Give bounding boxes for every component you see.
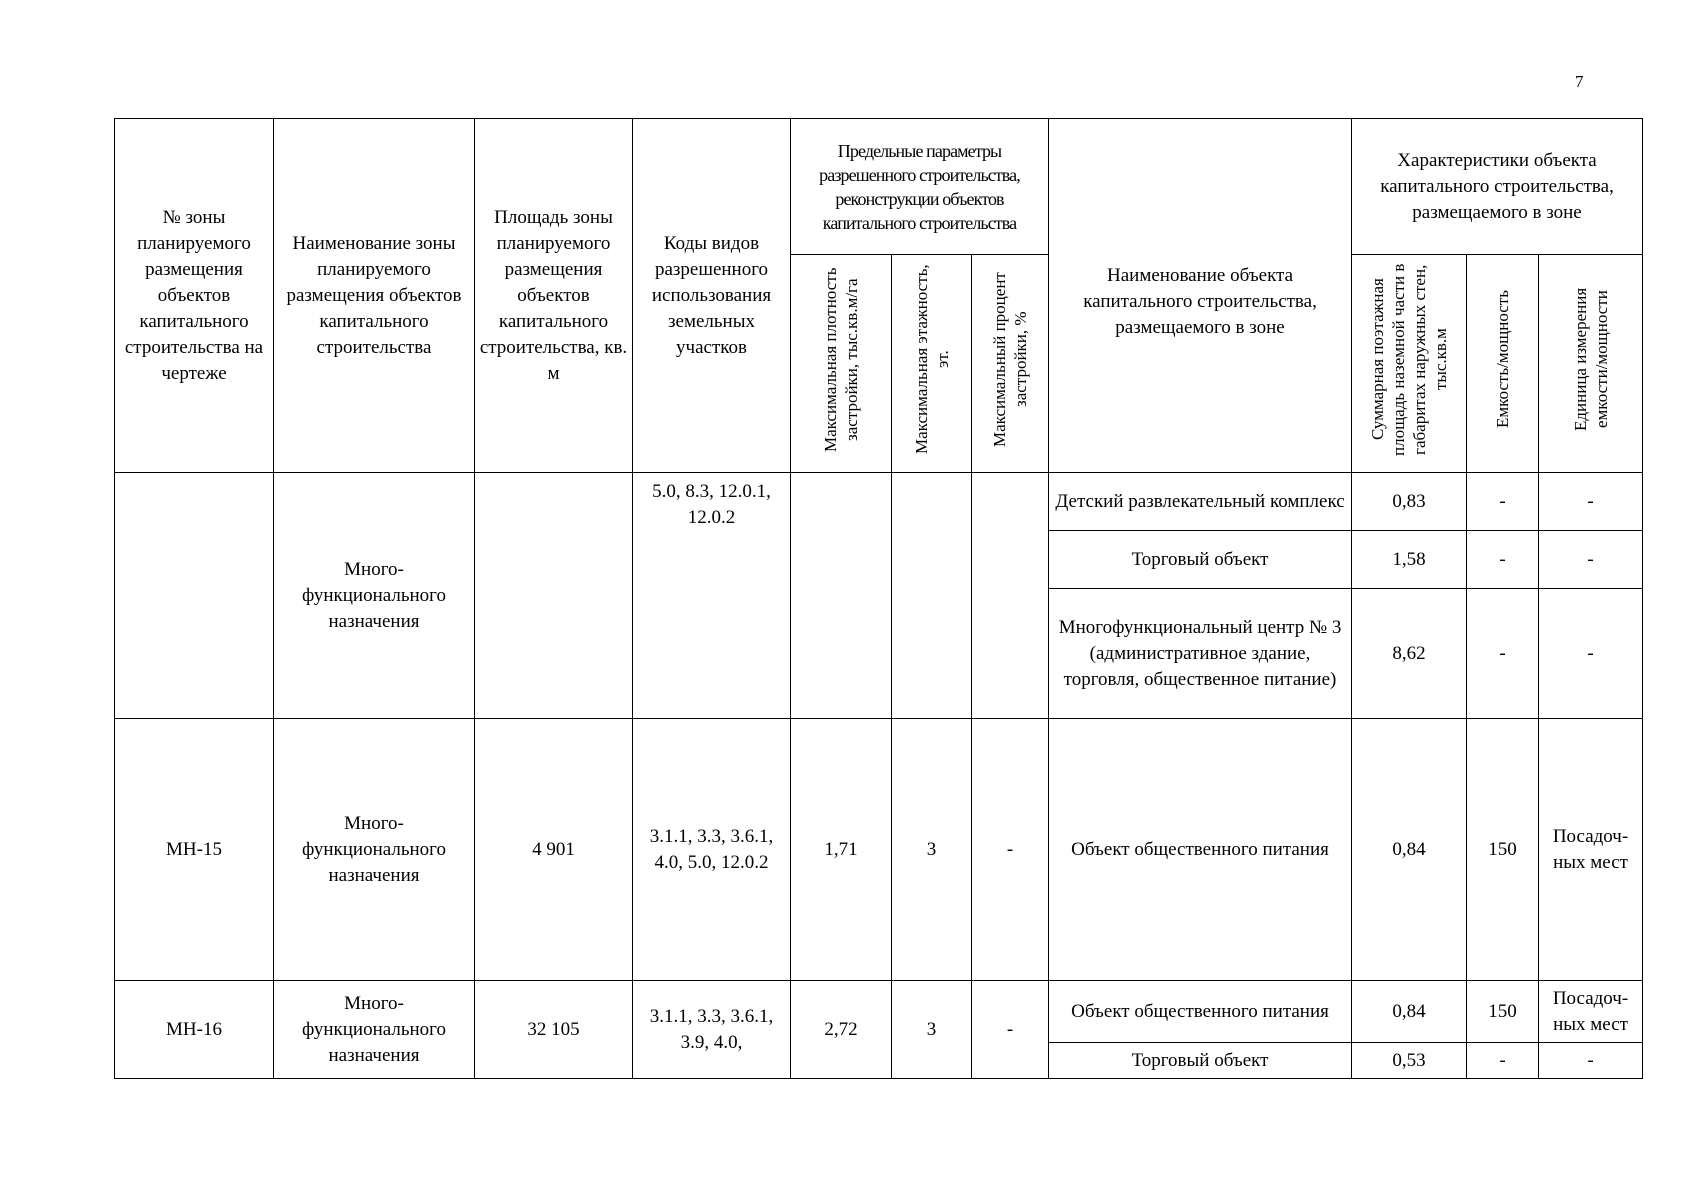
header-zone-number: № зоны планируемого размещения объектов капитального строительства на чертеже — [115, 119, 274, 473]
header-max-floors-cell — [892, 255, 972, 473]
object-capacity: - — [1467, 589, 1539, 719]
header-total-area: Суммарная поэтажная площадь наземной части в габаритах наружных стен, тыс.кв.м — [1368, 263, 1451, 456]
object-name: Объект общественного питания — [1049, 981, 1352, 1043]
page-number: 7 — [1575, 72, 1584, 91]
object-name: Детский развлекательный комплекс — [1049, 473, 1352, 531]
cont-max-percent — [972, 473, 1049, 719]
zone-area: 4 901 — [475, 719, 633, 981]
object-total-area: 0,53 — [1352, 1043, 1467, 1079]
object-capacity: 150 — [1467, 719, 1539, 981]
header-max-percent: Максимальный процент застройки, % — [990, 272, 1030, 447]
header-capacity-cell — [1467, 255, 1539, 473]
cont-max-floors — [892, 473, 972, 719]
zone-name: Много- функционального назначения — [274, 981, 475, 1079]
header-capacity: Емкость/мощность — [1493, 290, 1513, 429]
zone-area: 32 105 — [475, 981, 633, 1079]
header-zone-area: Площадь зоны планируемого размещения объектов капитального строительства, кв. м — [475, 119, 633, 473]
header-unit: Единица измерения емкости/мощности — [1570, 287, 1611, 432]
cont-max-density — [791, 473, 892, 719]
object-total-area: 8,62 — [1352, 589, 1467, 719]
header-codes: Коды видов разрешенного использования земельных участков — [633, 119, 791, 473]
object-capacity: 150 — [1467, 981, 1539, 1043]
cont-zone-name: Много- функционального назначения — [274, 473, 475, 719]
zone-max-percent: - — [972, 981, 1049, 1079]
object-name: Объект общественного питания — [1049, 719, 1352, 981]
cont-zone-number — [115, 473, 274, 719]
object-name: Торговый объект — [1049, 1043, 1352, 1079]
header-characteristics-group: Характеристики объекта капитального строительства, размещаемого в зоне — [1352, 119, 1643, 255]
object-total-area: 1,58 — [1352, 531, 1467, 589]
zone-number: МН-15 — [115, 719, 274, 981]
object-unit: - — [1539, 1043, 1643, 1079]
zone-max-floors: 3 — [892, 981, 972, 1079]
header-limits-group: Предельные параметры разрешенного строительства, реконструкции объектов капитального строительства — [791, 119, 1049, 255]
header-zone-name: Наименование зоны планируемого размещения объектов капитального строительства — [274, 119, 475, 473]
object-unit: - — [1539, 589, 1643, 719]
object-total-area: 0,83 — [1352, 473, 1467, 531]
object-unit: - — [1539, 473, 1643, 531]
object-total-area: 0,84 — [1352, 719, 1467, 981]
zone-max-floors: 3 — [892, 719, 972, 981]
object-total-area: 0,84 — [1352, 981, 1467, 1043]
zone-number: МН-16 — [115, 981, 274, 1079]
zone-name: Много- функционального назначения — [274, 719, 475, 981]
object-unit: Посадоч- ных мест — [1539, 719, 1643, 981]
header-unit-cell — [1539, 255, 1643, 473]
header-row-1 — [115, 119, 1643, 255]
header-max-floors: Максимальная этажность, эт. — [911, 264, 952, 455]
table-row — [115, 981, 1643, 1043]
object-capacity: - — [1467, 473, 1539, 531]
object-unit: Посадоч- ных мест — [1539, 981, 1643, 1043]
object-capacity: - — [1467, 531, 1539, 589]
cont-codes: 5.0, 8.3, 12.0.1, 12.0.2 — [633, 473, 791, 719]
object-name: Многофункциональный центр № 3 (административное здание, торговля, общественное питание) — [1049, 589, 1352, 719]
zones-table — [114, 118, 1643, 1079]
zone-max-percent: - — [972, 719, 1049, 981]
header-object-name-text: Наименование объекта капитального строительства, размещаемого в зоне — [1083, 264, 1317, 338]
header-object-name — [1049, 119, 1352, 473]
table-row — [115, 473, 1643, 531]
header-max-density-cell — [791, 255, 892, 473]
zone-max-density: 1,71 — [791, 719, 892, 981]
zone-codes: 3.1.1, 3.3, 3.6.1, 4.0, 5.0, 12.0.2 — [633, 719, 791, 981]
header-max-density: Максимальная плотность застройки, тыс.кв.м/га — [821, 267, 861, 452]
object-unit: - — [1539, 531, 1643, 589]
object-capacity: - — [1467, 1043, 1539, 1079]
zone-codes: 3.1.1, 3.3, 3.6.1, 3.9, 4.0, — [633, 981, 791, 1079]
zone-max-density: 2,72 — [791, 981, 892, 1079]
cont-zone-area — [475, 473, 633, 719]
table-row — [115, 719, 1643, 981]
header-total-area-cell — [1352, 255, 1467, 473]
header-max-percent-cell — [972, 255, 1049, 473]
object-name: Торговый объект — [1049, 531, 1352, 589]
